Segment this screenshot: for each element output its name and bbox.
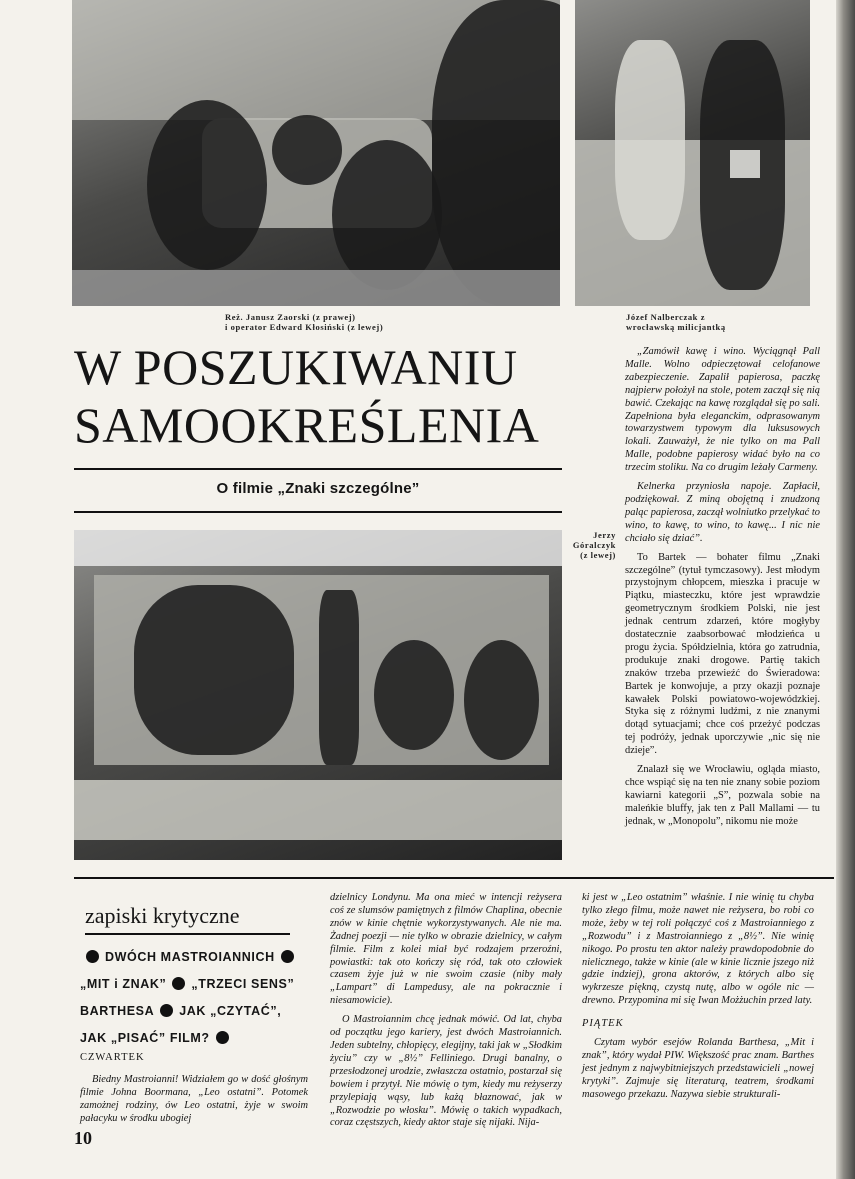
headline-rule-bottom (74, 511, 562, 513)
caption-line: wrocławską milicjantką (626, 322, 726, 332)
body-paragraph: To Bartek — bohater filmu „Znaki szczególne” (tytuł tymczasowy). Jest młodym przystojnym chłopcem, mieszka i pracuje w Piątku, miasteczku, które jest wprawdzie geometrycznym środkiem Polski, nie jest jednak centrum zdarzeń, które mogłyby dostatecznie zaabsorbować młodzieńca u progu życia. Spółdzielnia, która go zatrudnia, produkuje znaki drogowe. Partię takich znaków trzeba przewieźć do Świeradowa: Bartek je konwojuje, a przy okazji poznaje kawałek Polski powiatowo-wojewódzkiej. Styka się z różnymi ludźmi, z nie znanymi dotąd sytuacjami; chce coś przeżyć podczas tej podróży, jednak uporczywie „nic się nie dzieje”. (625, 551, 820, 757)
topic-line (80, 998, 310, 1025)
headline-line: W POSZUKIWANIU (74, 339, 518, 395)
caption-line: Józef Nalberczak z (626, 312, 706, 322)
day-heading-friday: PIĄTEK (582, 1018, 624, 1030)
caption-line: Reż. Janusz Zaorski (z prawej) (225, 312, 356, 322)
column-text-3 (582, 892, 814, 1102)
article-subtitle: O filmie „Znaki szczególne” (216, 480, 420, 497)
topic-line (80, 971, 310, 998)
column-title: zapiski krytyczne (85, 903, 240, 928)
caption-line: Góralczyk (572, 540, 616, 550)
article-right-column (625, 346, 820, 829)
photo-policewoman (575, 0, 810, 306)
topic: JAK „PISAĆ” FILM? (80, 1031, 210, 1045)
column-title-rule (85, 933, 290, 935)
column-paragraph: O Mastroiannim chcę jednak mówić. Od lat, chyba od początku jego kariery, jest dwóch Mastroiannich. Jeden subtelny, chłopięcy, elegijny, taki jak w „Słodkim życiu” czy w „8½” Felliniego. Drugi banalny, o przesłodzonej urodzie, zwłaszcza ostatnio, postarzał się bowiem i przytył. Nie mówię o tym, kiedy mu reżyserzy przylepiają wąsy, lub każą błaznować, jak w „Rozwodzie po włosku”. Mówię o takich wypadkach, coraz częstszych, kiedy aktor staje się nijaki. Nija- (330, 1014, 562, 1129)
caption-line: (z lewej) (580, 550, 616, 560)
topic: JAK „CZYTAĆ”, (179, 1004, 282, 1018)
article-headline (74, 338, 574, 454)
topic-line (80, 944, 310, 971)
headline-rule-top (74, 468, 562, 470)
page-number: 10 (74, 1128, 92, 1148)
topic: BARTHESA (80, 1004, 155, 1018)
topic: „MIT i ZNAK” (80, 977, 167, 991)
column-paragraph: Czytam wybór esejów Rolanda Barthesa, „Mit i znak”, który wydał PIW. Większość prac znam. Barthes jest jednym z najwybitniejszych przedstawicieli „nowej krytyki”. Zajmuje się literaturą, teatrem, środkami masowego przekazu. Nazywa siebie strukturali- (582, 1037, 814, 1100)
caption-line: Jerzy (593, 530, 616, 540)
page-edge-shadow (836, 0, 855, 1179)
topic: DWÓCH MASTROIANNICH (105, 950, 275, 964)
bullet-dot (160, 1004, 173, 1017)
column-text-1 (80, 1074, 308, 1126)
bullet-dot (172, 977, 185, 990)
caption-line: i operator Edward Kłosiński (z lewej) (225, 322, 384, 332)
quote-paragraph: „Zamówił kawę i wino. Wyciągnął Pall Malle. Wolno odpieczętował celofanowe zabezpieczenie. Zapalił papierosa, paczkę najpierw położył na stole, potem zaczął się nią bawić. Czekając na kawę rozglądał się po sali. Zapełniona była eleganckim, odprasowanym towarzystwem typowym dla luksusowych lokali. Zauważył, że nie tylko on ma Pall Malle, podobne papierosy widać było na co trzecim stoliku. Na co drugim leżały Carmeny. (625, 346, 820, 474)
photo-caption-director (225, 312, 383, 332)
bullet-dot (86, 950, 99, 963)
body-paragraph: Znalazł się we Wrocławiu, ogląda miasto, chce wspiąć się na ten nie znany sobie poziom kawiarni kategorii „S”, pozwala sobie na maleńkie bluffy, jak ten z Pall Mallami — tu jednak, w „Monopolu”, nikomu nie może (625, 764, 820, 827)
photo-director-camera (72, 0, 560, 306)
section-divider (74, 877, 834, 879)
column-paragraph: ki jest w „Leo ostatnim” właśnie. I nie winię tu chyba tylko złego filmu, może nawet nie reżysera, bo robi co może, żeby w tej roli połączyć coś z Mastroianniego z „Rozwodu” i z Mastroianniego z „8½”. Nie winię nikogo. Po prostu ten aktor należy prawdopodobnie do nielicznego, także w kinie (ale w kinie licznie jszego niż gdzie indziej), grona aktorów, z których albo się wykrzesze piękną, czystą nutę, albo w ogóle nic — drewno. Przypomina mi się Iwan Możżuchin przed laty. (582, 892, 814, 1007)
photo-train-carriage (74, 530, 562, 860)
column-topics (80, 944, 310, 1052)
photo-caption-train (566, 530, 616, 560)
column-paragraph: dzielnicy Londynu. Ma ona mieć w intencji reżysera coś ze slumsów pamiętnych z filmów Chaplina, obecnie znów w kinie chętnie wykorzystywanych. Ale nie ma. Żadnej poezji — nie tylko w obrazie dzielnicy, w całym filmie. Film z kolei miał być rodzajem przeroźni, powiastki: tak oto kończy się ród, tak oto człowiek czasem żyje już w nie swoim czasie (niby mały „Lampart” di Lampedusy, ale na pokracznie i niesamowicie). (330, 892, 562, 1007)
quote-paragraph: Kelnerka przyniosła napoje. Zapłacił, podziękował. Z miną obojętną i znudzoną paląc papierosa, zaczął wolniutko przelykać to wino, to kawę, to wino, to kawę... I nic nie chciało się dziać”. (625, 481, 820, 544)
photo-caption-policewoman (626, 312, 726, 332)
bullet-dot (216, 1031, 229, 1044)
day-heading-thursday: CZWARTEK (80, 1052, 145, 1063)
topic: „TRZECI SENS” (191, 977, 295, 991)
bullet-dot (281, 950, 294, 963)
topic-line (80, 1025, 310, 1052)
column-paragraph: Biedny Mastroianni! Widziałem go w dość głośnym filmie Johna Boormana, „Leo ostatni”. Potomek zamożnej rodziny, ów Leo ostatni, żyje w swoim pałacyku w środku ubogiej (80, 1074, 308, 1124)
column-text-2 (330, 892, 562, 1130)
headline-line: SAMOOKREŚLENIA (74, 397, 540, 453)
